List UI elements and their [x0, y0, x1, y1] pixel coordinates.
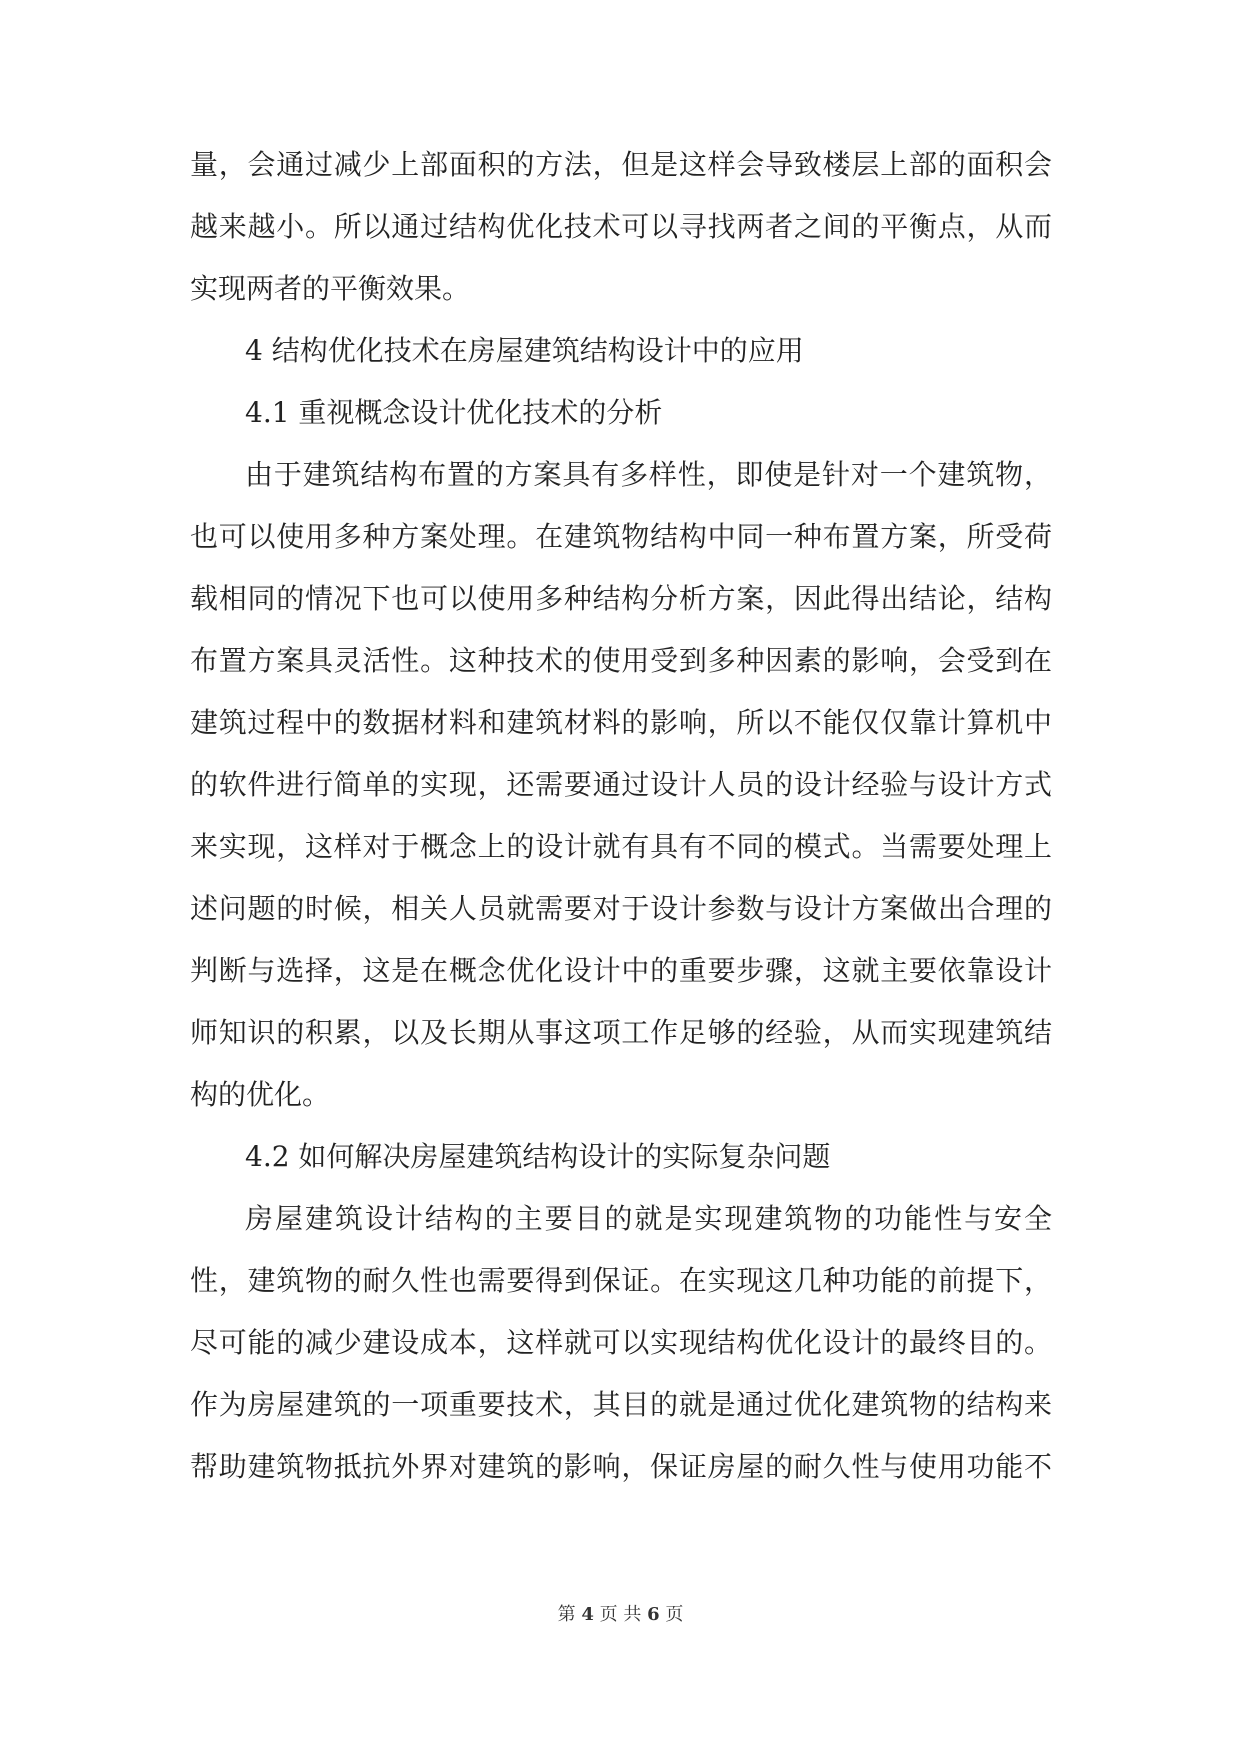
section-heading-4: 4 结构优化技术在房屋建筑结构设计中的应用	[245, 334, 804, 367]
body-line: 载相同的情况下也可以使用多种结构分析方案，因此得出结论，结构	[190, 582, 1052, 615]
body-line: 来实现，这样对于概念上的设计就有具有不同的模式。当需要处理上	[190, 830, 1052, 863]
body-line: 帮助建筑物抵抗外界对建筑的影响，保证房屋的耐久性与使用功能不	[190, 1450, 1052, 1483]
body-line: 布置方案具灵活性。这种技术的使用受到多种因素的影响，会受到在	[190, 644, 1052, 677]
body-line: 的软件进行简单的实现，还需要通过设计人员的设计经验与设计方式	[190, 768, 1052, 801]
footer-label-prefix: 第	[557, 1604, 576, 1625]
body-line: 性，建筑物的耐久性也需要得到保证。在实现这几种功能的前提下，	[190, 1264, 1052, 1297]
body-line: 由于建筑结构布置的方案具有多样性，即使是针对一个建筑物，	[245, 458, 1052, 491]
current-page-number: 4	[581, 1604, 594, 1625]
body-line: 房屋建筑设计结构的主要目的就是实现建筑物的功能性与安全	[245, 1202, 1052, 1235]
body-line: 师知识的积累，以及长期从事这项工作足够的经验，从而实现建筑结	[190, 1016, 1052, 1049]
total-page-count: 6	[647, 1604, 660, 1625]
body-line: 构的优化。	[190, 1078, 331, 1111]
body-line: 建筑过程中的数据材料和建筑材料的影响，所以不能仅仅靠计算机中	[190, 706, 1052, 739]
section-heading-4-1: 4.1 重视概念设计优化技术的分析	[245, 396, 663, 429]
body-line: 越来越小。所以通过结构优化技术可以寻找两者之间的平衡点，从而	[190, 210, 1052, 243]
footer-label-middle: 页 共	[599, 1604, 642, 1625]
body-line: 作为房屋建筑的一项重要技术，其目的就是通过优化建筑物的结构来	[190, 1388, 1052, 1421]
footer-label-suffix: 页	[665, 1604, 684, 1625]
body-line: 尽可能的减少建设成本，这样就可以实现结构优化设计的最终目的。	[190, 1326, 1052, 1359]
body-line: 量，会通过减少上部面积的方法，但是这样会导致楼层上部的面积会	[190, 148, 1052, 181]
body-line: 述问题的时候，相关人员就需要对于设计参数与设计方案做出合理的	[190, 892, 1052, 925]
body-line: 也可以使用多种方案处理。在建筑物结构中同一种布置方案，所受荷	[190, 520, 1052, 553]
section-heading-4-2: 4.2 如何解决房屋建筑结构设计的实际复杂问题	[245, 1140, 831, 1173]
page-footer	[0, 1602, 1241, 1628]
body-line: 判断与选择，这是在概念优化设计中的重要步骤，这就主要依靠设计	[190, 954, 1052, 987]
body-line: 实现两者的平衡效果。	[190, 272, 471, 305]
